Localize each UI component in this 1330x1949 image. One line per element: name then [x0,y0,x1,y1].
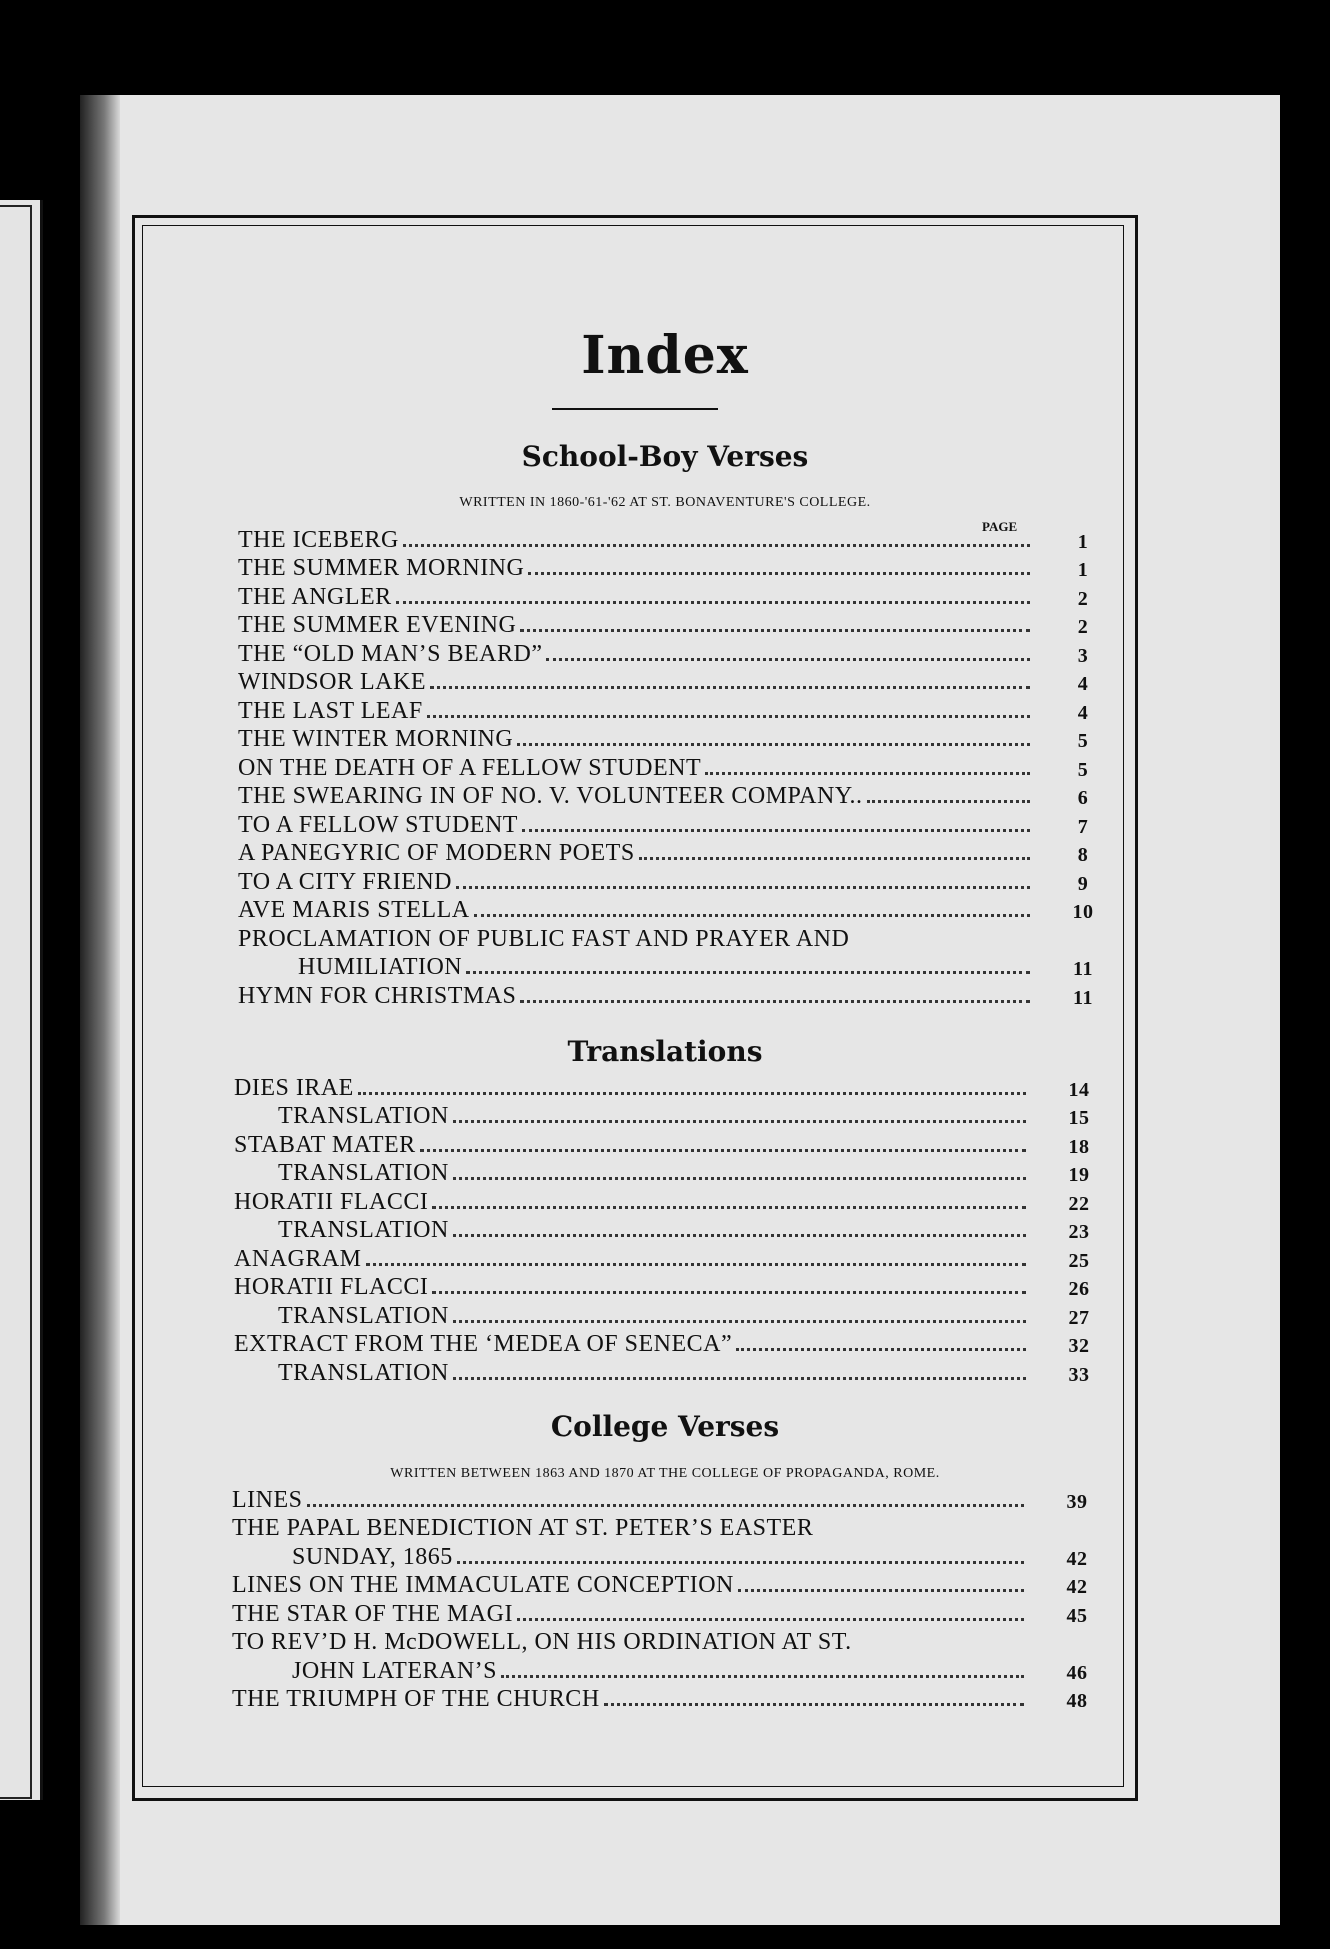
toc-entry-page: 3 [1077,644,1089,667]
toc-leader-dots [430,686,1030,689]
toc-entry-page: 8 [1077,844,1089,866]
toc-entry [234,1244,1090,1273]
toc-entry [238,810,1089,839]
toc-translations [234,1073,1090,1387]
toc-leader-dots [520,1000,1030,1003]
toc-leader-dots [867,800,1030,803]
toc-entry [238,867,1089,896]
toc-leader-dots [403,544,1030,547]
toc-leader-dots [453,1177,1026,1180]
toc-entry-title: THE “OLD MAN’S BEARD” [238,640,543,667]
toc-leader-dots [366,1263,1026,1266]
toc-leader-dots [453,1234,1026,1237]
toc-entry-page: 26 [1068,1278,1090,1300]
toc-entry-title: TRANSLATION [278,1302,449,1329]
toc-entry-page: 2 [1077,587,1089,610]
toc-entry-page: 32 [1068,1335,1090,1357]
toc-entry-page: 6 [1077,787,1089,809]
toc-entry-title: ON THE DEATH OF A FELLOW STUDENT [238,754,702,781]
toc-entry [238,611,1089,640]
toc-entry-title: PROCLAMATION OF PUBLIC FAST AND PRAYER AND [238,925,850,952]
toc-entry-title: THE PAPAL BENEDICTION AT ST. PETER’S EASTER [232,1515,814,1541]
toc-entry [238,525,1089,554]
toc-entry [232,1514,1032,1543]
toc-entry [232,1485,1088,1514]
toc-leader-dots [517,1618,1024,1621]
toc-entry [238,554,1089,583]
toc-leader-dots [453,1320,1026,1323]
toc-entry-page: 25 [1068,1249,1090,1272]
toc-entry-title: THE LAST LEAF [238,697,423,724]
toc-leader-dots [522,829,1030,832]
toc-entry-title: AVE MARIS STELLA [238,897,470,923]
toc-entry [234,1102,1090,1131]
toc-entry-title: THE WINTER MORNING [238,726,514,752]
toc-entry-title: EXTRACT FROM THE ‘MEDEA OF SENECA” [234,1331,733,1357]
toc-entry-title: THE ANGLER [238,583,392,610]
section-title-translations: Translations [567,1035,763,1068]
toc-leader-dots [427,715,1030,718]
toc-entry-title: HYMN FOR CHRISTMAS [238,982,517,1009]
toc-entry-title: THE SUMMER EVENING [238,612,517,638]
toc-leader-dots [453,1120,1026,1123]
toc-entry-title: THE STAR OF THE MAGI [232,1600,513,1627]
toc-entry-page: 15 [1068,1107,1090,1129]
toc-entry-page: 27 [1068,1306,1090,1329]
toc-entry [238,924,1038,953]
toc-entry-page: 46 [1066,1661,1088,1684]
toc-entry-page: 1 [1077,530,1089,553]
toc-entry-title: WINDSOR LAKE [238,669,426,695]
toc-entry [234,1358,1090,1387]
toc-entry [238,696,1089,725]
toc-entry-title: TRANSLATION [278,1103,449,1129]
toc-leader-dots [457,1561,1024,1564]
toc-entry [238,582,1089,611]
toc-school-boy-verses [238,525,1094,1010]
toc-leader-dots [546,658,1030,661]
toc-leader-dots [474,914,1030,917]
toc-entry [238,639,1089,668]
toc-entry [238,753,1089,782]
toc-entry-title: DIES IRAE [234,1074,354,1101]
toc-leader-dots [420,1149,1026,1152]
toc-entry-page: 14 [1068,1078,1090,1101]
toc-entry [234,1273,1090,1302]
toc-leader-dots [501,1675,1024,1678]
toc-leader-dots [705,772,1030,775]
toc-entry-page: 45 [1066,1604,1088,1627]
toc-entry [232,1628,1032,1657]
toc-entry [234,1130,1090,1159]
toc-entry-page: 23 [1068,1221,1090,1243]
toc-entry-title: THE TRIUMPH OF THE CHURCH [232,1686,600,1712]
toc-leader-dots [307,1504,1025,1507]
toc-leader-dots [604,1703,1024,1706]
toc-leader-dots [520,629,1030,632]
toc-entry [232,1542,1088,1571]
toc-entry-title: TRANSLATION [278,1359,449,1386]
toc-leader-dots [517,743,1030,746]
toc-entry-page: 11 [1073,958,1093,980]
toc-entry-title: THE SUMMER MORNING [238,555,525,581]
section-title-school-boy-verses: School-Boy Verses [521,440,809,473]
toc-entry-page: 11 [1073,986,1093,1009]
toc-entry-page: 5 [1077,730,1089,752]
toc-entry [238,981,1093,1010]
toc-entry [238,839,1089,868]
toc-entry-title: TO A CITY FRIEND [238,868,453,895]
toc-entry-title: LINES [232,1486,303,1513]
toc-entry-title: TRANSLATION [278,1160,449,1186]
toc-entry-page: 10 [1072,901,1094,923]
section-subtitle-school-boy-verses: WRITTEN IN 1860-'61-'62 AT ST. BONAVENTURE'S COLLEGE. [459,495,871,510]
toc-entry [234,1073,1090,1102]
toc-entry-title: TO REV’D H. McDOWELL, ON HIS ORDINATION AT ST. [232,1629,852,1655]
toc-entry-title: TRANSLATION [278,1217,449,1243]
toc-entry-title: HORATII FLACCI [234,1274,429,1300]
toc-entry [238,896,1094,925]
toc-entry-title: A PANEGYRIC OF MODERN POETS [238,840,635,866]
toc-entry [234,1159,1090,1188]
toc-entry-page: 19 [1068,1164,1090,1186]
toc-entry-title: HUMILIATION [298,954,463,980]
toc-entry-page: 39 [1066,1490,1088,1513]
toc-entry [238,782,1089,811]
toc-leader-dots [639,857,1030,860]
toc-entry-page: 4 [1077,701,1089,724]
toc-entry-title: STABAT MATER [234,1131,416,1158]
toc-entry [232,1599,1088,1628]
toc-entry-title: THE ICEBERG [238,526,399,553]
toc-entry [232,1571,1088,1600]
toc-entry [232,1685,1088,1714]
toc-entry-page: 18 [1068,1135,1090,1158]
toc-entry-page: 42 [1066,1547,1088,1570]
toc-entry [232,1656,1088,1685]
toc-entry-page: 4 [1077,673,1089,695]
toc-entry-title: ANAGRAM [234,1245,362,1272]
toc-entry-title: SUNDAY, 1865 [292,1543,453,1570]
toc-entry [238,725,1089,754]
toc-entry [234,1187,1090,1216]
toc-leader-dots [738,1589,1024,1592]
toc-entry-page: 42 [1066,1576,1088,1598]
toc-entry-title: LINES ON THE IMMACULATE CONCEPTION [232,1572,734,1598]
toc-leader-dots [432,1206,1026,1209]
toc-leader-dots [736,1348,1026,1351]
toc-leader-dots [528,572,1030,575]
toc-leader-dots [432,1291,1026,1294]
toc-entry [234,1216,1090,1245]
title-rule [552,408,718,410]
toc-entry-page: 9 [1077,872,1089,895]
toc-entry-title: TO A FELLOW STUDENT [238,811,518,838]
toc-leader-dots [358,1092,1026,1095]
toc-entry-page: 7 [1077,815,1089,838]
section-subtitle-college-verses: WRITTEN BETWEEN 1863 AND 1870 AT THE COLLEGE OF PROPAGANDA, ROME. [390,1466,940,1481]
toc-entry [238,953,1093,982]
toc-leader-dots [466,971,1030,974]
toc-entry-page: 1 [1077,559,1089,581]
toc-entry-page: 2 [1077,616,1089,638]
toc-college-verses [232,1485,1088,1713]
toc-leader-dots [453,1377,1026,1380]
page-title: Index [581,325,749,386]
toc-entry-page: 5 [1077,758,1089,781]
page-column-label: PAGE [982,519,1018,534]
section-title-college-verses: College Verses [550,1410,780,1443]
toc-entry [234,1301,1090,1330]
toc-entry-page: 48 [1066,1690,1088,1712]
toc-entry-page: 33 [1068,1363,1090,1386]
toc-entry-title: JOHN LATERAN’S [292,1657,497,1684]
toc-entry [234,1330,1090,1359]
toc-leader-dots [456,886,1030,889]
toc-entry [238,668,1089,697]
toc-entry-title: THE SWEARING IN OF NO. V. VOLUNTEER COMPANY.. [238,783,863,809]
toc-entry-title: HORATII FLACCI [234,1188,429,1215]
toc-leader-dots [396,601,1030,604]
toc-entry-page: 22 [1068,1192,1090,1215]
